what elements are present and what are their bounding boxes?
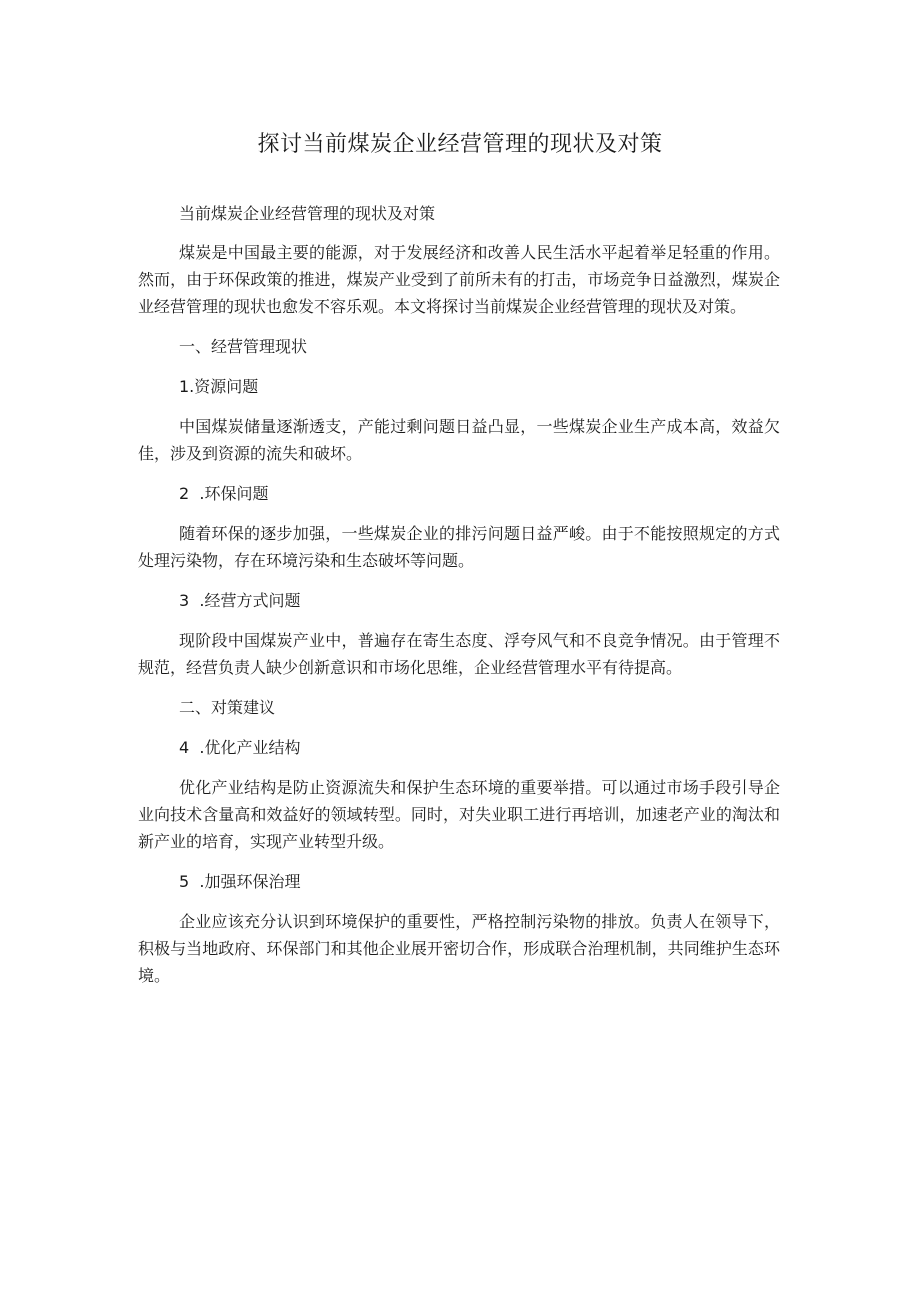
document-body [138, 200, 780, 989]
section-heading-status: 一、经营管理现状 [179, 337, 308, 356]
item-heading-resources: 1.资源问题 [179, 377, 259, 396]
intro-paragraph: 煤炭是中国最主要的能源，对于发展经济和改善人民生活水平起着举足轻重的作用。然而，由于环保政策的推进，煤炭产业受到了前所未有的打击，市场竞争日益激烈，煤炭企业经营管理的现状也愈发不容乐观。本文将探讨当前煤炭企业经营管理的现状及对策。 [138, 243, 780, 316]
item-heading-environment: 2 .环保问题 [179, 484, 269, 503]
section-heading-suggestions: 二、对策建议 [179, 698, 276, 717]
item-heading-industry-structure: 4 .优化产业结构 [179, 738, 301, 757]
item-paragraph-business-model: 现阶段中国煤炭产业中，普遍存在寄生态度、浮夸风气和不良竞争情况。由于管理不规范，经营负责人缺少创新意识和市场化思维，企业经营管理水平有待提高。 [138, 631, 780, 677]
item-heading-business-model: 3 .经营方式问题 [179, 591, 301, 610]
document-title: 探讨当前煤炭企业经营管理的现状及对策 [257, 132, 663, 157]
item-heading-environmental-governance: 5 .加强环保治理 [179, 872, 301, 891]
item-paragraph-resources: 中国煤炭储量逐渐透支，产能过剩问题日益凸显，一些煤炭企业生产成本高，效益欠佳，涉及到资源的流失和破坏。 [138, 417, 780, 463]
item-paragraph-environmental-governance: 企业应该充分认识到环境保护的重要性，严格控制污染物的排放。负责人在领导下，积极与当地政府、环保部门和其他企业展开密切合作，形成联合治理机制，共同维护生态环境。 [138, 912, 780, 985]
item-paragraph-environment: 随着环保的逐步加强，一些煤炭企业的排污问题日益严峻。由于不能按照规定的方式处理污染物，存在环境污染和生态破坏等问题。 [138, 524, 780, 570]
item-paragraph-industry-structure: 优化产业结构是防止资源流失和保护生态环境的重要举措。可以通过市场手段引导企业向技术含量高和效益好的领域转型。同时，对失业职工进行再培训，加速老产业的淘汰和新产业的培育，实现产业转型升级。 [138, 778, 780, 851]
document-subtitle: 当前煤炭企业经营管理的现状及对策 [179, 204, 436, 223]
